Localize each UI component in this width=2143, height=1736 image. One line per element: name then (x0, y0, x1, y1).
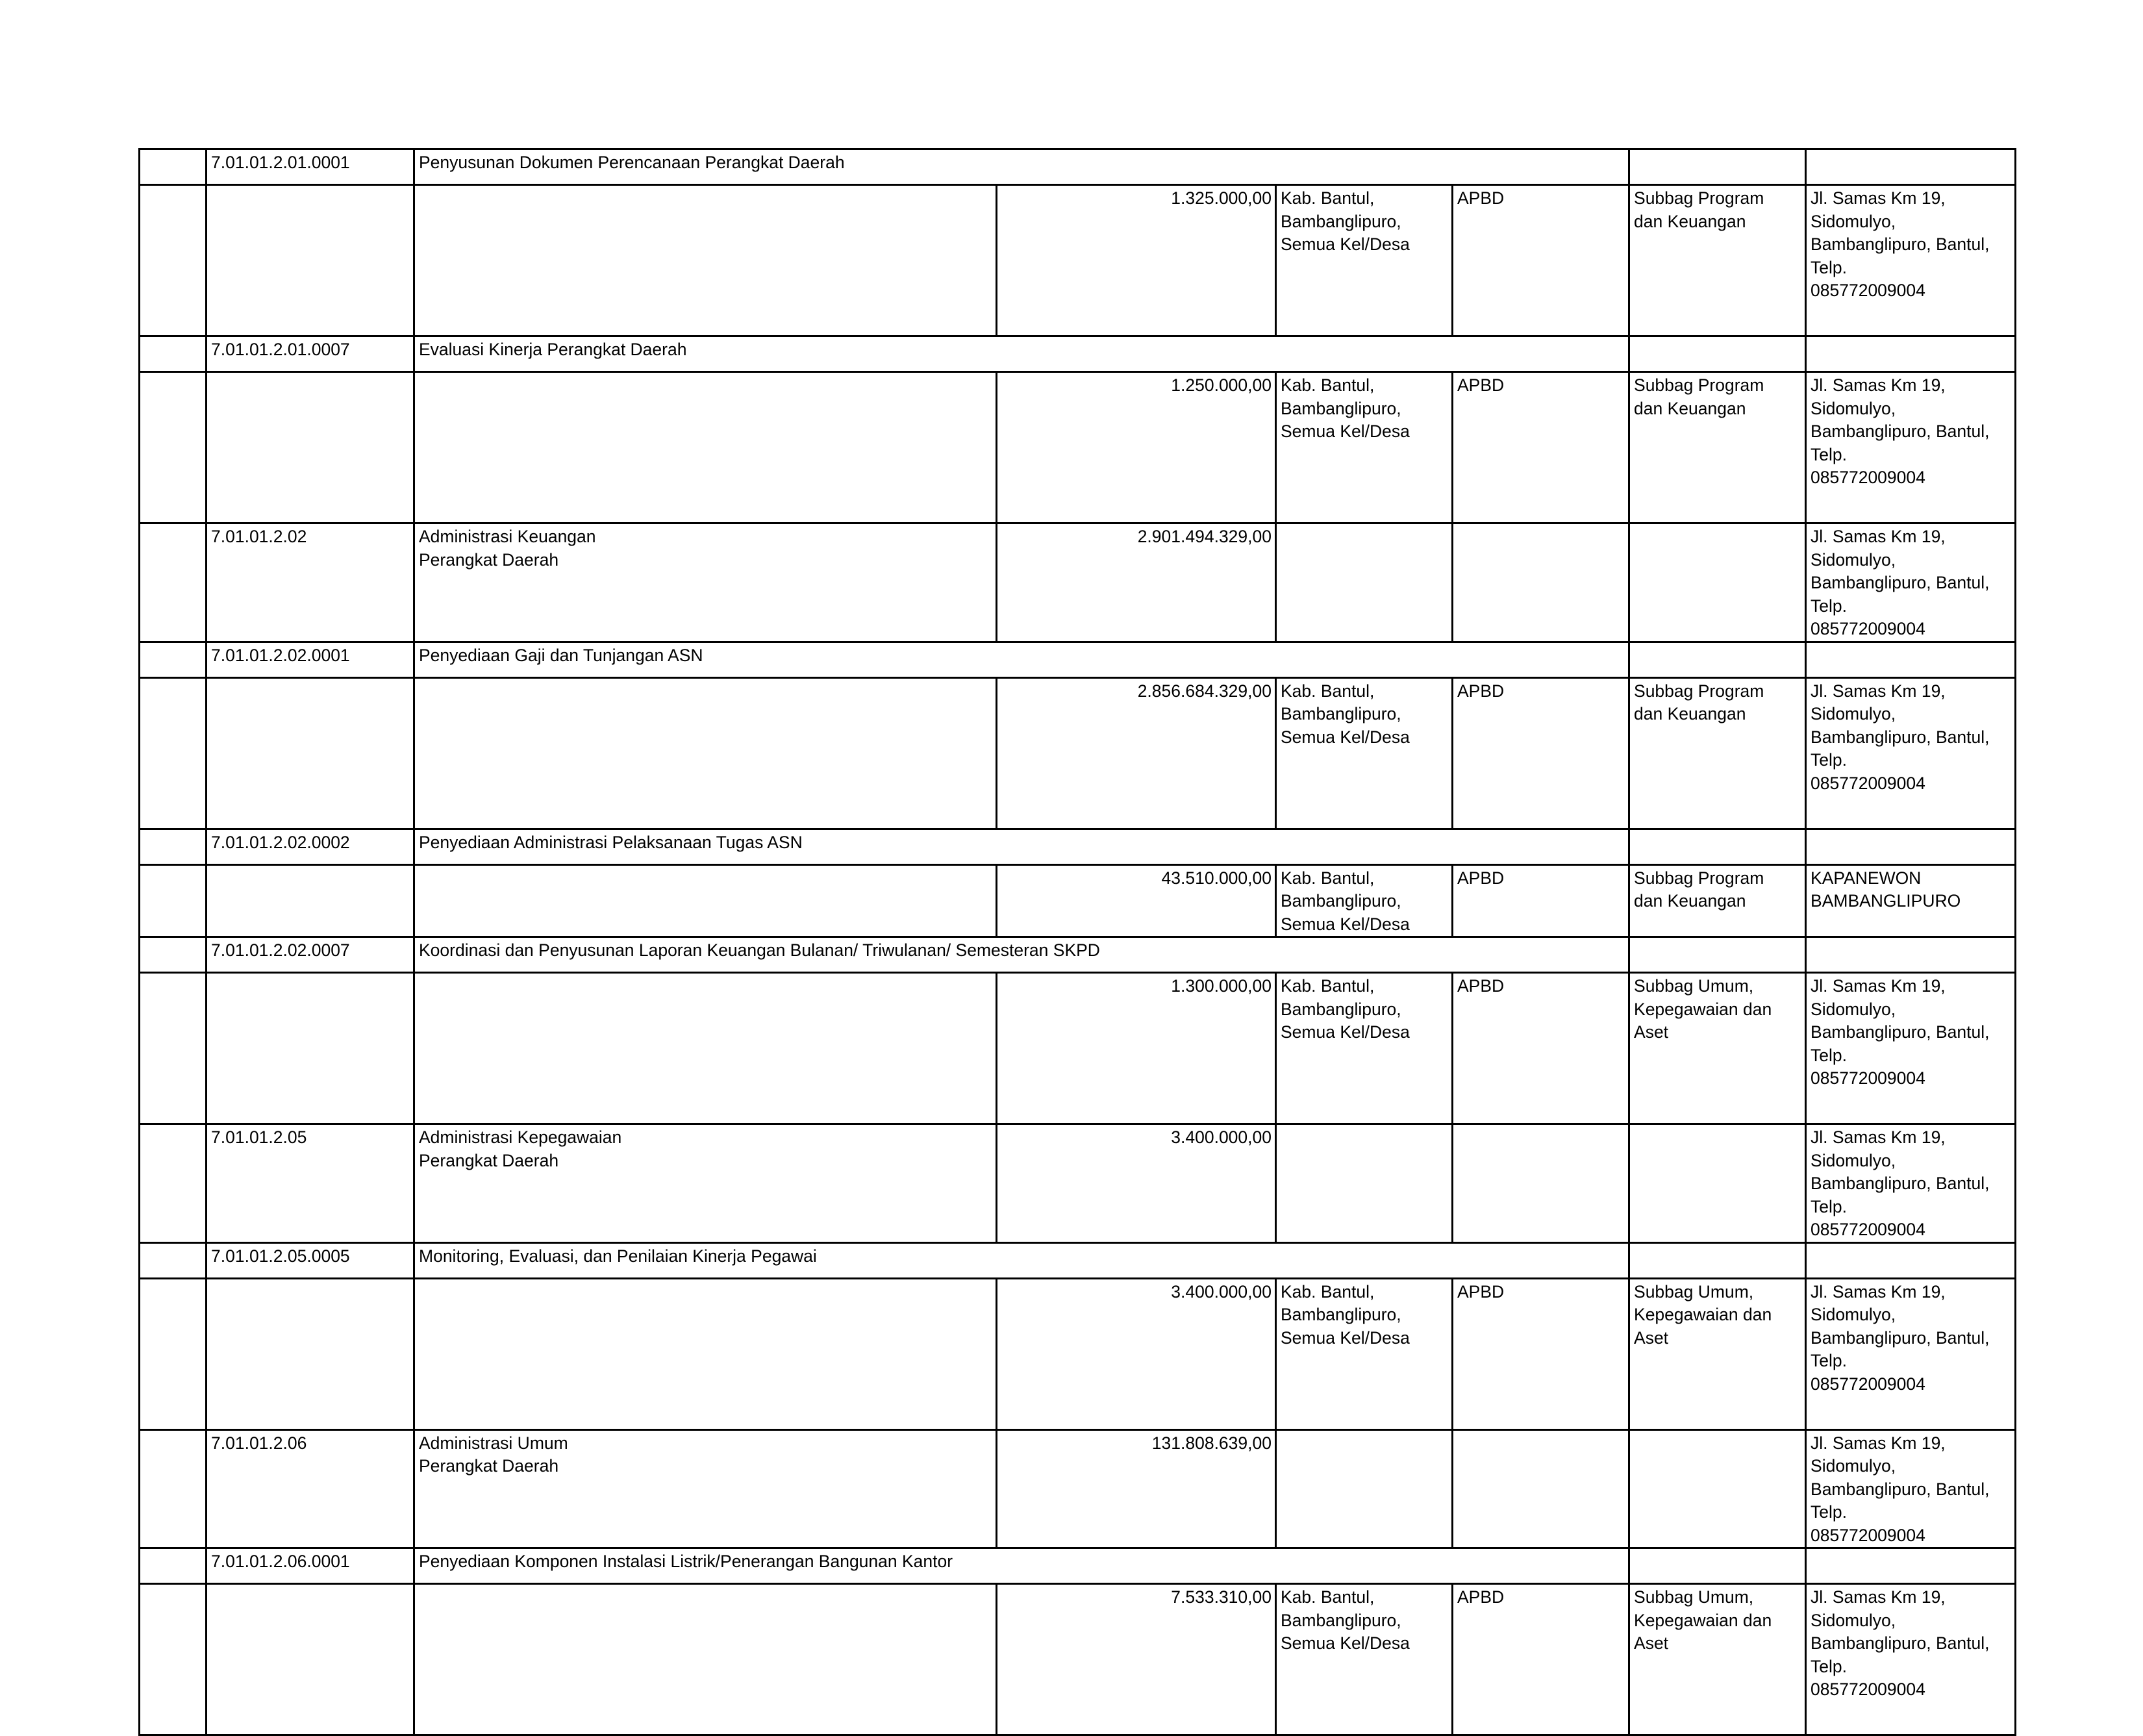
activity-detail-row (140, 973, 2016, 1124)
activity-code: 7.01.01.2.02.0001 (207, 642, 414, 677)
row-number-cell (140, 336, 207, 372)
group-amount: 2.901.494.329,00 (997, 523, 1276, 642)
activity-detail-row (140, 372, 2016, 523)
funding-source: APBD (1453, 973, 1629, 1124)
name-cell (414, 372, 997, 523)
group-name: Administrasi Keuangan Perangkat Daerah (414, 523, 997, 642)
activity-code: 7.01.01.2.01.0001 (207, 149, 414, 185)
responsible-unit: Subbag Program dan Keuangan (1629, 372, 1806, 523)
address: Jl. Samas Km 19, Sidomulyo, Bambanglipuro, Bantul, Telp. 085772009004 (1806, 677, 2016, 829)
row-number-cell (140, 1429, 207, 1548)
address-cell (1806, 829, 2016, 864)
address-cell (1806, 1242, 2016, 1278)
name-cell (414, 185, 997, 336)
funding-source-cell (1453, 523, 1629, 642)
code-cell (207, 1278, 414, 1429)
unit-cell (1629, 1124, 1806, 1243)
location: Kab. Bantul, Bambanglipuro, Semua Kel/Desa (1276, 864, 1453, 937)
location: Kab. Bantul, Bambanglipuro, Semua Kel/Desa (1276, 185, 1453, 336)
row-number-cell (140, 937, 207, 973)
activity-code: 7.01.01.2.02.0007 (207, 937, 414, 973)
row-number-cell (140, 1584, 207, 1735)
table-body (140, 149, 2016, 1735)
location-cell (1276, 523, 1453, 642)
unit-cell (1629, 937, 1806, 973)
location-cell (1276, 1429, 1453, 1548)
unit-cell (1629, 1548, 1806, 1584)
unit-cell (1629, 1242, 1806, 1278)
activity-header-row (140, 1242, 2016, 1278)
funding-source: APBD (1453, 185, 1629, 336)
activity-name: Evaluasi Kinerja Perangkat Daerah (414, 336, 1629, 372)
activity-detail-row (140, 1278, 2016, 1429)
address-cell (1806, 642, 2016, 677)
group-address: Jl. Samas Km 19, Sidomulyo, Bambanglipuro, Bantul, Telp. 085772009004 (1806, 1429, 2016, 1548)
responsible-unit: Subbag Program dan Keuangan (1629, 677, 1806, 829)
program-group-row (140, 1124, 2016, 1243)
responsible-unit: Subbag Umum, Kepegawaian dan Aset (1629, 1584, 1806, 1735)
name-cell (414, 973, 997, 1124)
address: Jl. Samas Km 19, Sidomulyo, Bambanglipuro, Bantul, Telp. 085772009004 (1806, 372, 2016, 523)
address: Jl. Samas Km 19, Sidomulyo, Bambanglipuro, Bantul, Telp. 085772009004 (1806, 973, 2016, 1124)
name-cell (414, 677, 997, 829)
budget-table (138, 148, 2016, 1736)
row-number-cell (140, 642, 207, 677)
activity-code: 7.01.01.2.06.0001 (207, 1548, 414, 1584)
activity-name: Monitoring, Evaluasi, dan Penilaian Kinerja Pegawai (414, 1242, 1629, 1278)
activity-header-row (140, 829, 2016, 864)
funding-source: APBD (1453, 372, 1629, 523)
row-number-cell (140, 864, 207, 937)
address-cell (1806, 1548, 2016, 1584)
activity-name: Penyediaan Administrasi Pelaksanaan Tugas ASN (414, 829, 1629, 864)
group-name: Administrasi Umum Perangkat Daerah (414, 1429, 997, 1548)
code-cell (207, 372, 414, 523)
location: Kab. Bantul, Bambanglipuro, Semua Kel/Desa (1276, 1584, 1453, 1735)
code-cell (207, 973, 414, 1124)
activity-code: 7.01.01.2.05.0005 (207, 1242, 414, 1278)
name-cell (414, 1584, 997, 1735)
activity-header-row (140, 336, 2016, 372)
group-address: Jl. Samas Km 19, Sidomulyo, Bambanglipuro, Bantul, Telp. 085772009004 (1806, 523, 2016, 642)
activity-detail-row (140, 677, 2016, 829)
activity-header-row (140, 937, 2016, 973)
funding-source: APBD (1453, 677, 1629, 829)
row-number-cell (140, 1242, 207, 1278)
code-cell (207, 677, 414, 829)
responsible-unit: Subbag Umum, Kepegawaian dan Aset (1629, 1278, 1806, 1429)
group-code: 7.01.01.2.02 (207, 523, 414, 642)
location-cell (1276, 1124, 1453, 1243)
group-address: Jl. Samas Km 19, Sidomulyo, Bambanglipuro, Bantul, Telp. 085772009004 (1806, 1124, 2016, 1243)
activity-detail-row (140, 185, 2016, 336)
row-number-cell (140, 1278, 207, 1429)
row-number-cell (140, 523, 207, 642)
activity-name: Penyediaan Komponen Instalasi Listrik/Penerangan Bangunan Kantor (414, 1548, 1629, 1584)
row-number-cell (140, 677, 207, 829)
unit-cell (1629, 336, 1806, 372)
program-group-row (140, 1429, 2016, 1548)
unit-cell (1629, 523, 1806, 642)
code-cell (207, 1584, 414, 1735)
row-number-cell (140, 185, 207, 336)
funding-source-cell (1453, 1429, 1629, 1548)
name-cell (414, 1278, 997, 1429)
program-group-row (140, 523, 2016, 642)
row-number-cell (140, 149, 207, 185)
unit-cell (1629, 1429, 1806, 1548)
activity-name: Koordinasi dan Penyusunan Laporan Keuangan Bulanan/ Triwulanan/ Semesteran SKPD (414, 937, 1629, 973)
row-number-cell (140, 1124, 207, 1243)
activity-code: 7.01.01.2.01.0007 (207, 336, 414, 372)
row-number-cell (140, 829, 207, 864)
activity-detail-row (140, 864, 2016, 937)
group-code: 7.01.01.2.06 (207, 1429, 414, 1548)
unit-cell (1629, 149, 1806, 185)
address: Jl. Samas Km 19, Sidomulyo, Bambanglipuro, Bantul, Telp. 085772009004 (1806, 1584, 2016, 1735)
funding-source: APBD (1453, 1584, 1629, 1735)
address: KAPANEWON BAMBANGLIPURO (1806, 864, 2016, 937)
address-cell (1806, 149, 2016, 185)
activity-header-row (140, 1548, 2016, 1584)
activity-detail-row (140, 1584, 2016, 1735)
amount: 7.533.310,00 (997, 1584, 1276, 1735)
group-amount: 131.808.639,00 (997, 1429, 1276, 1548)
responsible-unit: Subbag Program dan Keuangan (1629, 185, 1806, 336)
location: Kab. Bantul, Bambanglipuro, Semua Kel/Desa (1276, 1278, 1453, 1429)
responsible-unit: Subbag Program dan Keuangan (1629, 864, 1806, 937)
amount: 1.325.000,00 (997, 185, 1276, 336)
row-number-cell (140, 973, 207, 1124)
activity-name: Penyusunan Dokumen Perencanaan Perangkat Daerah (414, 149, 1629, 185)
name-cell (414, 864, 997, 937)
funding-source: APBD (1453, 1278, 1629, 1429)
location: Kab. Bantul, Bambanglipuro, Semua Kel/Desa (1276, 973, 1453, 1124)
amount: 3.400.000,00 (997, 1278, 1276, 1429)
activity-header-row (140, 149, 2016, 185)
code-cell (207, 185, 414, 336)
group-amount: 3.400.000,00 (997, 1124, 1276, 1243)
address-cell (1806, 336, 2016, 372)
address: Jl. Samas Km 19, Sidomulyo, Bambanglipuro, Bantul, Telp. 085772009004 (1806, 1278, 2016, 1429)
amount: 43.510.000,00 (997, 864, 1276, 937)
code-cell (207, 864, 414, 937)
group-code: 7.01.01.2.05 (207, 1124, 414, 1243)
amount: 2.856.684.329,00 (997, 677, 1276, 829)
activity-header-row (140, 642, 2016, 677)
responsible-unit: Subbag Umum, Kepegawaian dan Aset (1629, 973, 1806, 1124)
location: Kab. Bantul, Bambanglipuro, Semua Kel/Desa (1276, 372, 1453, 523)
funding-source-cell (1453, 1124, 1629, 1243)
activity-code: 7.01.01.2.02.0002 (207, 829, 414, 864)
unit-cell (1629, 642, 1806, 677)
amount: 1.300.000,00 (997, 973, 1276, 1124)
activity-name: Penyediaan Gaji dan Tunjangan ASN (414, 642, 1629, 677)
group-name: Administrasi Kepegawaian Perangkat Daerah (414, 1124, 997, 1243)
unit-cell (1629, 829, 1806, 864)
location: Kab. Bantul, Bambanglipuro, Semua Kel/Desa (1276, 677, 1453, 829)
row-number-cell (140, 1548, 207, 1584)
address: Jl. Samas Km 19, Sidomulyo, Bambanglipuro, Bantul, Telp. 085772009004 (1806, 185, 2016, 336)
row-number-cell (140, 372, 207, 523)
funding-source: APBD (1453, 864, 1629, 937)
amount: 1.250.000,00 (997, 372, 1276, 523)
address-cell (1806, 937, 2016, 973)
